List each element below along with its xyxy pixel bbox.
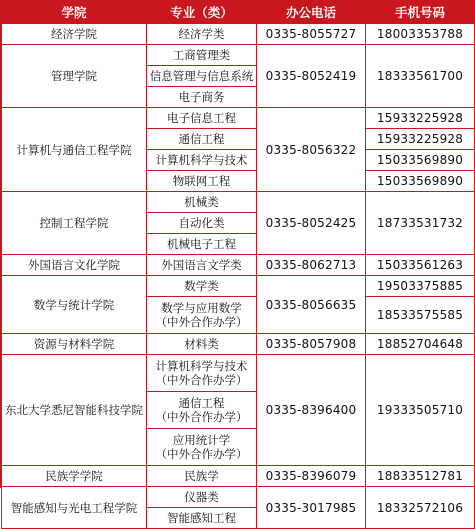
college-cell: 经济学院 (2, 24, 147, 45)
mobile-cell: 15033561263 (366, 255, 475, 276)
college-cell: 东北大学悉尼智能科技学院 (2, 355, 147, 466)
office-phone-cell: 0335-8052425 (257, 192, 366, 255)
major-cell: 材料类 (147, 334, 257, 355)
mobile-cell: 18733531732 (366, 192, 475, 255)
office-phone-cell: 0335-8057908 (257, 334, 366, 355)
contact-table (1, 0, 475, 529)
office-phone-cell: 0335-8396400 (257, 355, 366, 466)
college-cell: 外国语言文化学院 (2, 255, 147, 276)
table-row (2, 24, 475, 45)
major-cell: 机械类 (147, 192, 257, 213)
table-row (2, 355, 475, 392)
header-mobile: 手机号码 (366, 1, 475, 24)
major-cell: 电子商务 (147, 87, 257, 108)
table-row (2, 334, 475, 355)
office-phone-cell: 0335-3017985 (257, 487, 366, 529)
office-phone-cell: 0335-8056322 (257, 108, 366, 192)
mobile-cell: 18533575585 (366, 297, 475, 334)
college-cell: 管理学院 (2, 45, 147, 108)
header-college: 学院 (2, 1, 147, 24)
office-phone-cell: 0335-8062713 (257, 255, 366, 276)
table-row (2, 276, 475, 297)
header-office-phone: 办公电话 (257, 1, 366, 24)
mobile-cell: 15933225928 (366, 108, 475, 129)
mobile-cell: 19503375885 (366, 276, 475, 297)
major-cell: 自动化类 (147, 213, 257, 234)
office-phone-cell: 0335-8052419 (257, 45, 366, 108)
major-cell: 工商管理类 (147, 45, 257, 66)
major-cell: 通信工程 （中外合作办学） (147, 392, 257, 429)
college-cell: 控制工程学院 (2, 192, 147, 255)
office-phone-cell: 0335-8056635 (257, 276, 366, 334)
major-cell: 通信工程 (147, 129, 257, 150)
major-cell: 物联网工程 (147, 171, 257, 192)
major-cell: 电子信息工程 (147, 108, 257, 129)
table-body (2, 24, 475, 529)
college-cell: 民族学学院 (2, 466, 147, 487)
major-cell: 应用统计学 （中外合作办学） (147, 429, 257, 466)
table-header-row (2, 1, 475, 24)
major-cell: 民族学 (147, 466, 257, 487)
table-row (2, 45, 475, 66)
major-cell: 仪器类 (147, 487, 257, 508)
college-cell: 智能感知与光电工程学院 (2, 487, 147, 529)
major-cell: 智能感知工程 (147, 508, 257, 529)
major-cell: 经济学类 (147, 24, 257, 45)
college-cell: 资源与材料学院 (2, 334, 147, 355)
office-phone-cell: 0335-8055727 (257, 24, 366, 45)
mobile-cell: 18833512781 (366, 466, 475, 487)
major-cell: 信息管理与信息系统 (147, 66, 257, 87)
mobile-cell: 15933225928 (366, 129, 475, 150)
mobile-cell: 18332572106 (366, 487, 475, 529)
major-cell: 计算机科学与技术 (147, 150, 257, 171)
header-major: 专业（类） (147, 1, 257, 24)
table-row (2, 487, 475, 508)
college-cell: 计算机与通信工程学院 (2, 108, 147, 192)
major-cell: 数学与应用数学 （中外合作办学） (147, 297, 257, 334)
major-cell: 外国语言文学类 (147, 255, 257, 276)
mobile-cell: 18852704648 (366, 334, 475, 355)
table-row (2, 108, 475, 129)
college-cell: 数学与统计学院 (2, 276, 147, 334)
office-phone-cell: 0335-8396079 (257, 466, 366, 487)
mobile-cell: 15033569890 (366, 171, 475, 192)
mobile-cell: 18333561700 (366, 45, 475, 108)
major-cell: 数学类 (147, 276, 257, 297)
mobile-cell: 19333505710 (366, 355, 475, 466)
mobile-cell: 15033569890 (366, 150, 475, 171)
table-row (2, 192, 475, 213)
table-row (2, 255, 475, 276)
mobile-cell: 18003353788 (366, 24, 475, 45)
major-cell: 计算机科学与技术 （中外合作办学） (147, 355, 257, 392)
major-cell: 机械电子工程 (147, 234, 257, 255)
table-row (2, 466, 475, 487)
